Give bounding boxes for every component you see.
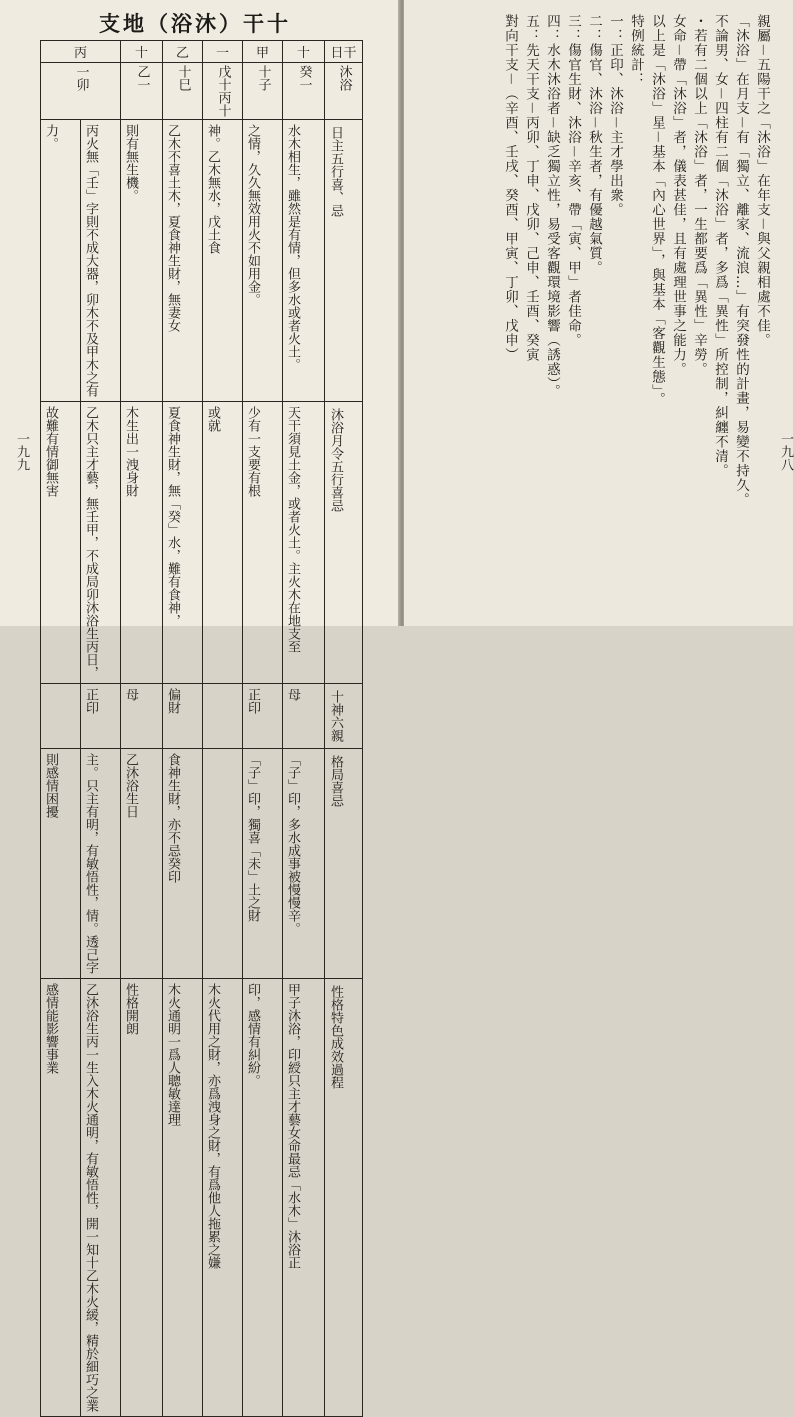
- table-cell: 水木相生，雖然是有情，但多水或者火土。: [283, 120, 325, 402]
- stem-cell: 十: [283, 41, 325, 63]
- stem-cell: 丙: [41, 41, 121, 63]
- page-number: 一九九: [14, 432, 29, 471]
- table-cell: 「子」印，獨喜「未」土之財: [243, 749, 283, 979]
- page-title: 支地（浴沐）干十: [99, 11, 291, 36]
- branch-cell: 乙一: [121, 63, 163, 120]
- body-text: [426, 14, 772, 614]
- paragraph: 「沐浴」在月支－有「獨立、離家、流浪…」有突發性的計畫，易變不持久。: [733, 14, 749, 507]
- row-label: 格局喜忌: [325, 749, 363, 979]
- table-cell: 母: [283, 684, 325, 749]
- stem-cell: 乙: [163, 41, 203, 63]
- table-cell: 食神生財，亦不忌癸印: [163, 749, 203, 979]
- row-label: 性格特色成效過程: [325, 979, 363, 1417]
- paragraph: 五：先天干支－丙卯、丁申、戊卯、己申、壬酉、癸寅: [523, 14, 539, 362]
- table-row: [41, 684, 363, 749]
- paragraph: 二：傷官、沐浴－秋生者，有優越氣質。: [586, 14, 602, 275]
- table-cell: 正印: [243, 684, 283, 749]
- paragraph: 女命－帶「沐浴」者，儀表甚佳，且有處理世事之能力。: [670, 14, 686, 377]
- table-cell: 少有一支要有根: [243, 402, 283, 684]
- paragraph: 親屬－五陽干之「沐浴」在年支－與父親相處不佳。: [754, 14, 770, 348]
- stem-cell: 日干: [325, 41, 363, 63]
- branch-cell: 沐浴: [325, 63, 363, 120]
- paragraph: 以上是「沐浴」星－基本「內心世界」，與基本「客觀生態」。: [649, 14, 665, 407]
- paragraph: ・若有二個以上「沐浴」者，一生都要爲「異性」辛勞。: [691, 14, 707, 377]
- row-label: 沐浴月令五行喜忌: [325, 402, 363, 684]
- stem-header-row: [41, 41, 363, 63]
- table-cell: 木火代用之財，亦爲洩身之財，有爲他人拖累之嫌: [203, 979, 243, 1417]
- table-cell: [41, 684, 81, 749]
- table-cell: 則有無生機。: [121, 120, 163, 402]
- branch-header-row: [41, 63, 363, 120]
- table-cell: 正印: [81, 684, 121, 749]
- table-cell: 乙木只主才藝，無壬甲，不成局卯沐浴生丙日，: [81, 402, 121, 684]
- branch-cell: 十巳: [163, 63, 203, 120]
- table-cell: 乙木不喜土木，夏食神生財，無妻女: [163, 120, 203, 402]
- right-page: [404, 0, 793, 626]
- table-cell: 乙沐浴生日: [121, 749, 163, 979]
- paragraph: 不論男、女－四柱有二個「沐浴」者，多爲「異性」所控制，糾纏不清。: [712, 14, 728, 478]
- table-row: [41, 120, 363, 402]
- branch-cell: 一卯: [41, 63, 121, 120]
- table-cell: 木生出一洩身財: [121, 402, 163, 684]
- table-cell: 故難有情御無害: [41, 402, 81, 684]
- table-cell: 性格開朗: [121, 979, 163, 1417]
- branch-cell: 戊十丙十: [203, 63, 243, 120]
- table-row: [41, 749, 363, 979]
- table-cell: 夏食神生財，無「癸」水，難有食神，: [163, 402, 203, 684]
- table-cell: 「子」印，多水成事被慢慢辛。: [283, 749, 325, 979]
- bath-stage-table: [40, 40, 363, 1417]
- table-cell: 力。: [41, 120, 81, 402]
- page-number: 一九八: [778, 432, 793, 471]
- table-cell: 感情能影響事業: [41, 979, 81, 1417]
- table-cell: 偏財: [163, 684, 203, 749]
- paragraph: 特例統計：: [628, 14, 644, 87]
- table-row: [41, 979, 363, 1417]
- branch-cell: 十子: [243, 63, 283, 120]
- table-cell: 甲子沐浴，印綬只主才藝女命最忌「水木」沐浴正: [283, 979, 325, 1417]
- table-cell: [203, 749, 243, 979]
- table-cell: 或就: [203, 402, 243, 684]
- table-cell: 母: [121, 684, 163, 749]
- table-cell: 之情，久久無效用火不如用金。: [243, 120, 283, 402]
- table-cell: 丙火無「壬」字則不成大器，卯木不及甲木之有: [81, 120, 121, 402]
- table-cell: 神。乙木無水，戊土食: [203, 120, 243, 402]
- paragraph: 四：水木沐浴者－缺乏獨立性，易受客觀環境影響（誘惑）。: [544, 14, 560, 399]
- table-cell: 乙沐浴生丙一生入木火通明，有敏悟性，開一知十乙木火緩，精於細巧之業: [81, 979, 121, 1417]
- paragraph: 對向干支－（辛酉、壬戌、癸酉、甲寅、丁卯、戊申）: [502, 14, 518, 362]
- table-cell: 則感情困擾: [41, 749, 81, 979]
- stem-cell: 甲: [243, 41, 283, 63]
- table-cell: 主。只主有明，有敏悟性，情。透己字: [81, 749, 121, 979]
- row-label: 日主五行喜、忌: [325, 120, 363, 402]
- table-cell: 天干須見土金，或者火土。主火木在地支至: [283, 402, 325, 684]
- branch-cell: 癸一: [283, 63, 325, 120]
- stem-cell: 一: [203, 41, 243, 63]
- stem-cell: 十: [121, 41, 163, 63]
- table-cell: [203, 684, 243, 749]
- row-label: 十神六親: [325, 684, 363, 749]
- paragraph: 一：正印、沐浴－主才學出衆。: [607, 14, 623, 217]
- table-cell: 木火通明一爲人聰敏達理: [163, 979, 203, 1417]
- paragraph: 三：傷官生財、沐浴－辛亥、帶「寅、甲」者佳命。: [565, 14, 581, 348]
- table-cell: 印，感情有糾紛。: [243, 979, 283, 1417]
- table-row: [41, 402, 363, 684]
